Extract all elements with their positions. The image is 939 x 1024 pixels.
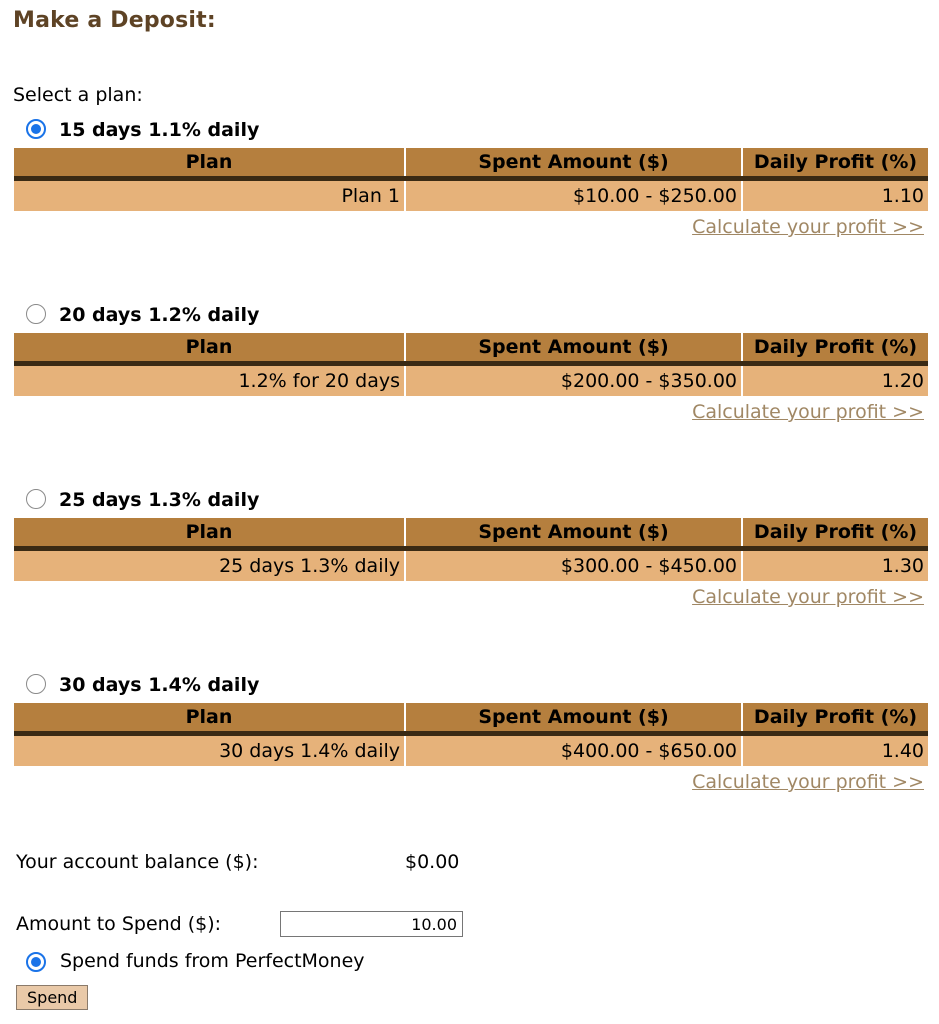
col-header-profit: Daily Profit (%) <box>742 703 928 734</box>
col-header-amount: Spent Amount ($) <box>405 703 742 734</box>
balance-value: $0.00 <box>405 851 460 873</box>
table-row <box>14 179 928 212</box>
page-title: Make a Deposit: <box>13 8 216 33</box>
plan-block <box>14 301 928 423</box>
col-header-plan: Plan <box>14 333 405 364</box>
col-header-profit: Daily Profit (%) <box>742 148 928 179</box>
balance-label: Your account balance ($): <box>16 851 259 873</box>
plan-table <box>14 148 928 211</box>
cell-amount: $300.00 - $450.00 <box>405 549 742 582</box>
table-row <box>14 549 928 582</box>
payment-label: Spend funds from PerfectMoney <box>60 950 365 972</box>
payment-radio[interactable] <box>26 952 46 972</box>
plan-name: 30 days 1.4% daily <box>59 674 260 696</box>
plan-radio[interactable] <box>26 674 46 694</box>
plan-name: 20 days 1.2% daily <box>59 304 260 326</box>
col-header-amount: Spent Amount ($) <box>405 518 742 549</box>
amount-label: Amount to Spend ($): <box>16 913 222 935</box>
plan-radio[interactable] <box>26 119 46 139</box>
calculate-profit-link[interactable]: Calculate your profit >> <box>692 586 924 608</box>
cell-profit: 1.30 <box>742 549 928 582</box>
cell-plan: 1.2% for 20 days <box>14 364 405 397</box>
plan-table <box>14 703 928 766</box>
cell-amount: $400.00 - $650.00 <box>405 734 742 767</box>
col-header-profit: Daily Profit (%) <box>742 518 928 549</box>
col-header-plan: Plan <box>14 703 405 734</box>
plan-block <box>14 486 928 608</box>
plan-header <box>14 301 928 333</box>
plan-header <box>14 671 928 703</box>
plan-name: 15 days 1.1% daily <box>59 119 260 141</box>
col-header-plan: Plan <box>14 518 405 549</box>
calculate-profit-link[interactable]: Calculate your profit >> <box>692 771 924 793</box>
plan-block <box>14 671 928 793</box>
plan-table <box>14 518 928 581</box>
cell-plan: 30 days 1.4% daily <box>14 734 405 767</box>
plan-block <box>14 116 928 238</box>
select-plan-label: Select a plan: <box>13 84 143 106</box>
cell-plan: Plan 1 <box>14 179 405 212</box>
plan-radio[interactable] <box>26 489 46 509</box>
plan-header <box>14 486 928 518</box>
calculate-profit-link[interactable]: Calculate your profit >> <box>692 216 924 238</box>
spend-button[interactable]: Spend <box>16 985 88 1010</box>
cell-profit: 1.40 <box>742 734 928 767</box>
cell-plan: 25 days 1.3% daily <box>14 549 405 582</box>
col-header-plan: Plan <box>14 148 405 179</box>
table-row <box>14 734 928 767</box>
plan-header <box>14 116 928 148</box>
plan-name: 25 days 1.3% daily <box>59 489 260 511</box>
table-row <box>14 364 928 397</box>
cell-profit: 1.10 <box>742 179 928 212</box>
cell-profit: 1.20 <box>742 364 928 397</box>
col-header-amount: Spent Amount ($) <box>405 148 742 179</box>
cell-amount: $200.00 - $350.00 <box>405 364 742 397</box>
col-header-profit: Daily Profit (%) <box>742 333 928 364</box>
calculate-profit-link[interactable]: Calculate your profit >> <box>692 401 924 423</box>
cell-amount: $10.00 - $250.00 <box>405 179 742 212</box>
plan-table <box>14 333 928 396</box>
plan-radio[interactable] <box>26 304 46 324</box>
amount-input[interactable] <box>280 911 463 937</box>
col-header-amount: Spent Amount ($) <box>405 333 742 364</box>
